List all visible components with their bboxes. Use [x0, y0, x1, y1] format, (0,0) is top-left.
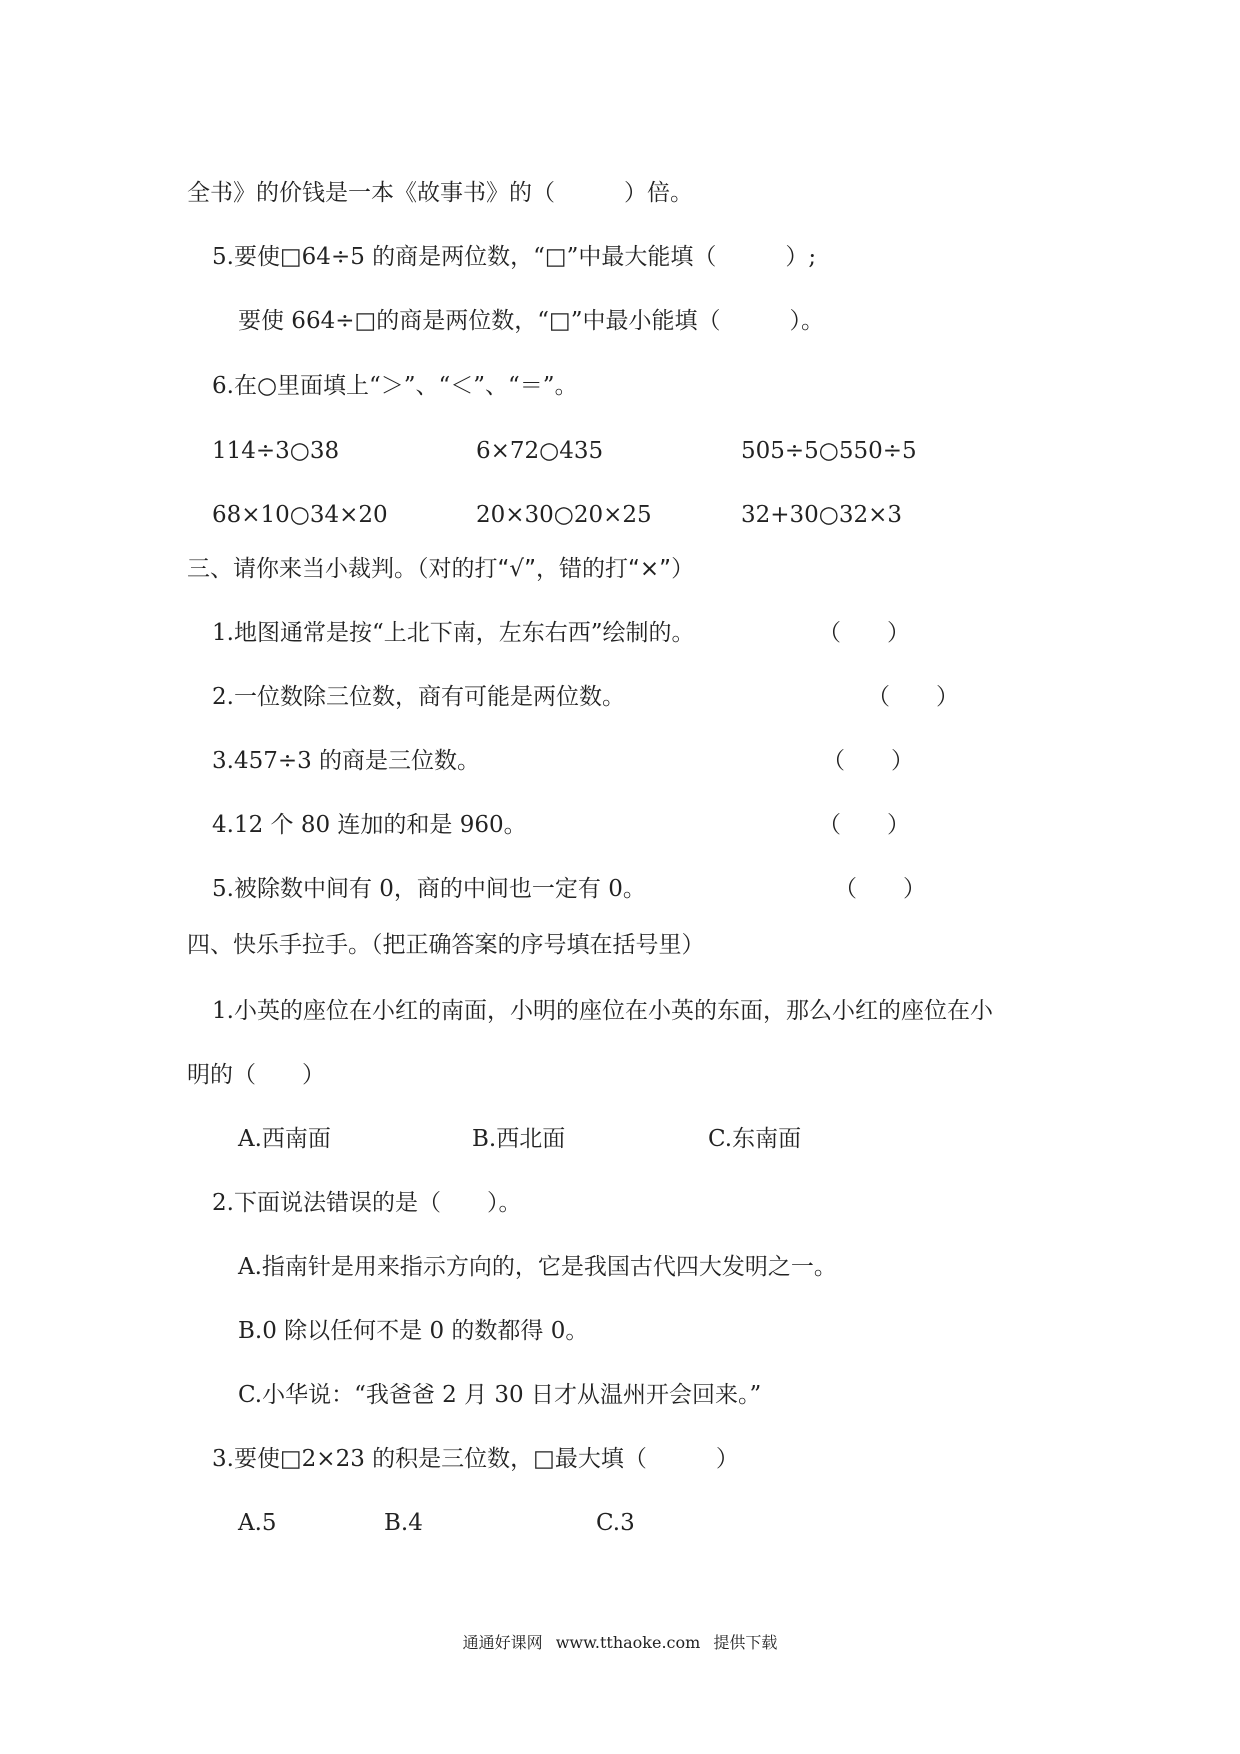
option-a: A.指南针是用来指示方向的，它是我国古代四大发明之一。 — [238, 1254, 837, 1280]
option-a: A.5 — [238, 1510, 277, 1536]
answer-blank[interactable]: （ ） — [834, 876, 926, 902]
choice-q1-line-1: 1.小英的座位在小红的南面，小明的座位在小英的东面，那么小红的座位在小 — [212, 998, 993, 1024]
option-b: B.西北面 — [472, 1126, 566, 1152]
judge-item-4: 4.12 个 80 连加的和是 960。 — [212, 812, 527, 838]
option-a: A.西南面 — [238, 1126, 331, 1152]
option-c: C.东南面 — [708, 1126, 802, 1152]
compare-item: 505÷5○550÷5 — [741, 438, 917, 464]
compare-item: 68×10○34×20 — [212, 502, 388, 528]
judge-item-2: 2.一位数除三位数，商有可能是两位数。 — [212, 684, 625, 710]
option-c: C.3 — [596, 1510, 635, 1536]
compare-item: 114÷3○38 — [212, 438, 340, 464]
option-b: B.0 除以任何不是 0 的数都得 0。 — [238, 1318, 589, 1344]
option-b: B.4 — [384, 1510, 423, 1536]
choice-q3-stem: 3.要使□2×23 的积是三位数，□最大填（ ） — [212, 1446, 739, 1472]
question-6-title: 6.在○里面填上“＞”、“＜”、“＝”。 — [212, 373, 578, 399]
answer-blank[interactable]: （ ） — [867, 684, 959, 710]
answer-blank[interactable]: （ ） — [822, 748, 914, 774]
judge-item-5: 5.被除数中间有 0，商的中间也一定有 0。 — [212, 876, 646, 902]
choice-q2-stem: 2.下面说法错误的是（ ）。 — [212, 1190, 522, 1216]
section-3-heading: 三、请你来当小裁判。（对的打“√”，错的打“×”） — [187, 556, 695, 582]
option-c: C.小华说：“我爸爸 2 月 30 日才从温州开会回来。” — [238, 1382, 762, 1408]
footer-url[interactable]: www.tthaoke.com — [555, 1633, 701, 1652]
choice-q1-line-2: 明的（ ） — [187, 1062, 325, 1088]
answer-blank[interactable]: （ ） — [818, 812, 910, 838]
question-5-line-1: 5.要使□64÷5 的商是两位数，“□”中最大能填（ ）; — [212, 244, 817, 270]
footer-suffix: 提供下载 — [713, 1633, 778, 1652]
judge-item-3: 3.457÷3 的商是三位数。 — [212, 748, 481, 774]
page-footer — [0, 1632, 1240, 1654]
judge-item-1: 1.地图通常是按“上北下南，左东右西”绘制的。 — [212, 620, 695, 646]
question-5-line-2: 要使 664÷□的商是两位数，“□”中最小能填（ ）。 — [238, 308, 824, 334]
footer-site-name: 通通好课网 — [462, 1633, 543, 1652]
compare-item: 20×30○20×25 — [476, 502, 652, 528]
compare-item: 6×72○435 — [476, 438, 604, 464]
question-4-tail: 全书》的价钱是一本《故事书》的（ ）倍。 — [187, 180, 693, 206]
answer-blank[interactable]: （ ） — [818, 620, 910, 646]
compare-item: 32+30○32×3 — [741, 502, 903, 528]
section-4-heading: 四、快乐手拉手。（把正确答案的序号填在括号里） — [187, 932, 705, 958]
